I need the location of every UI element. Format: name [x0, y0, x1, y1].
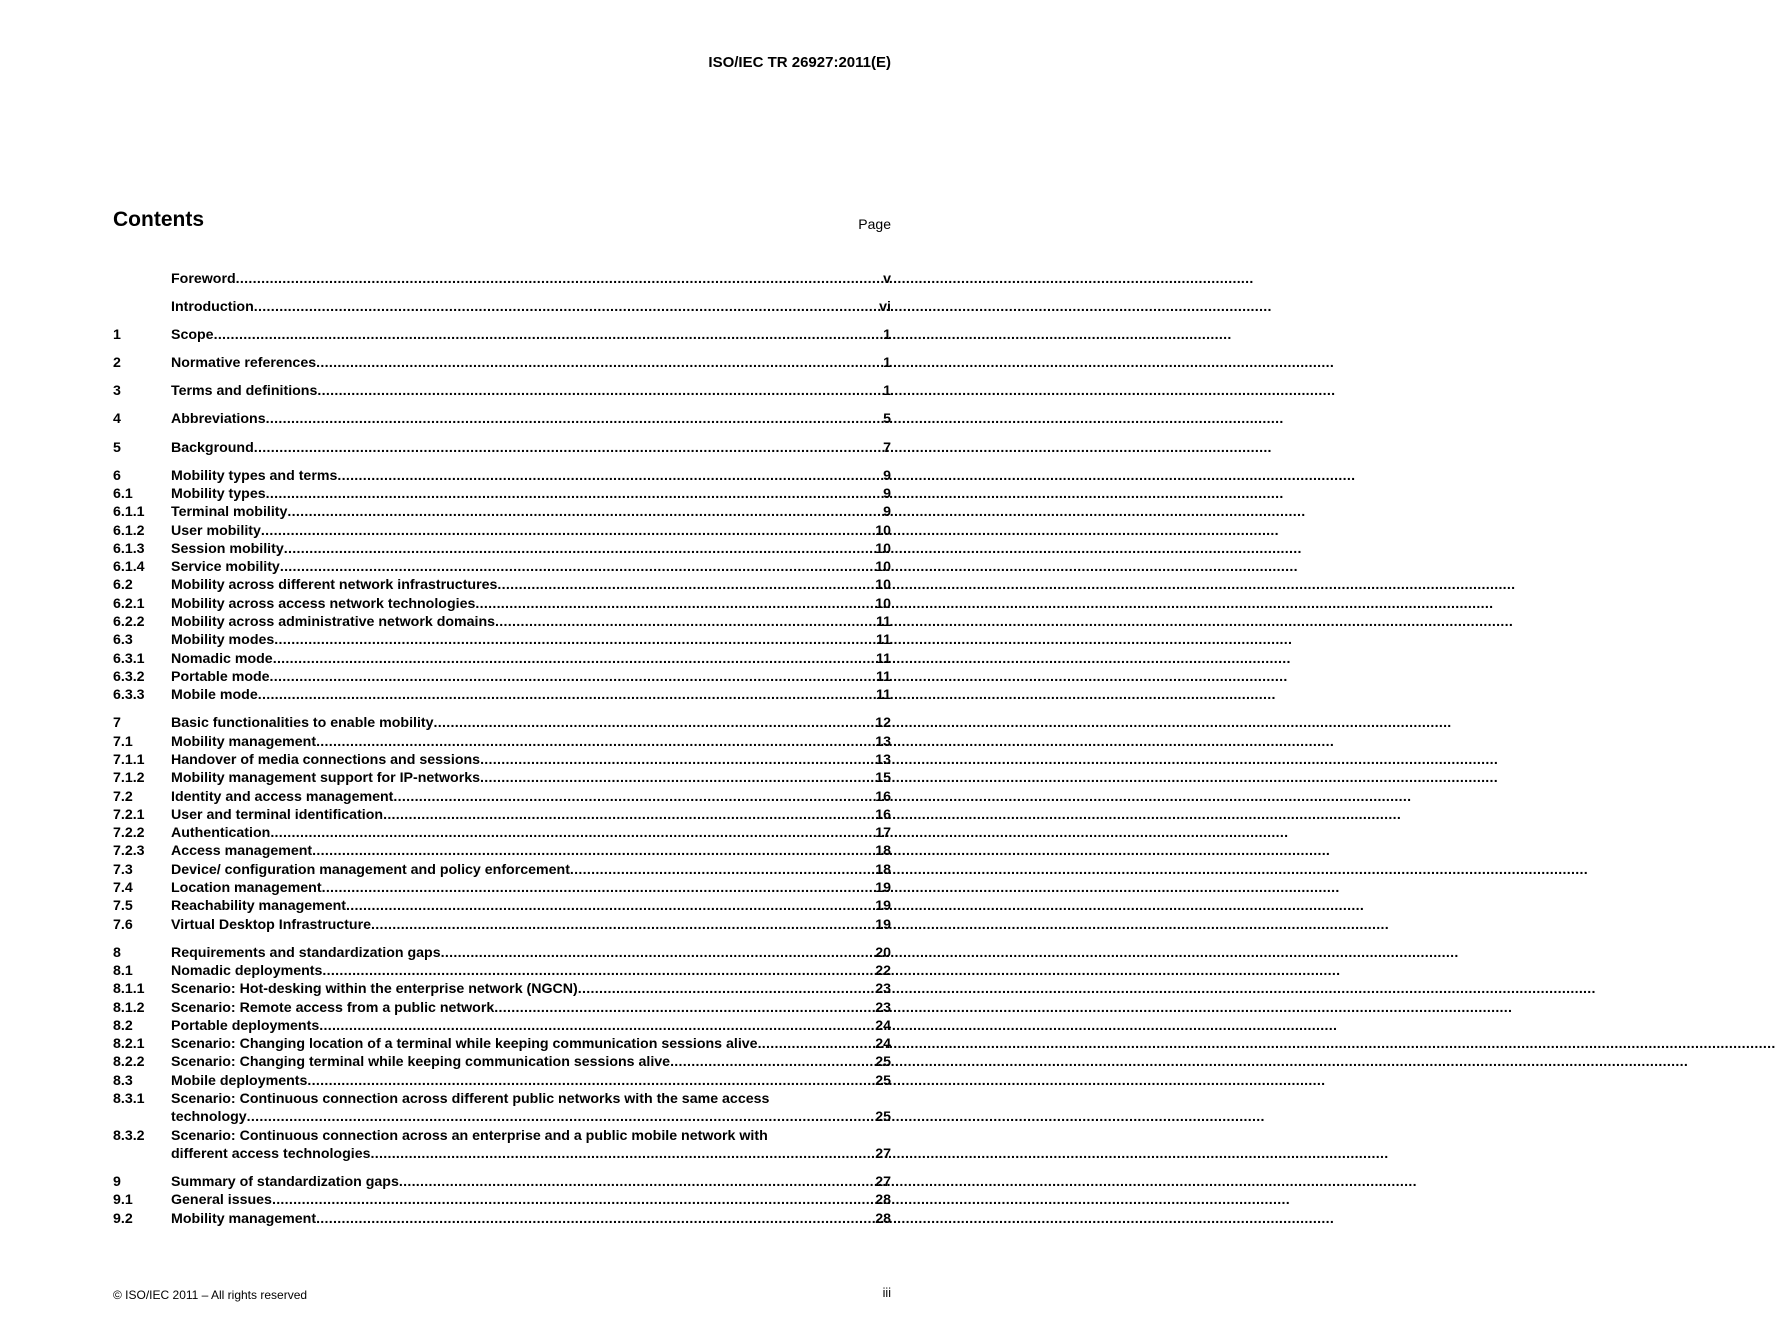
toc-leader-dots [383, 806, 875, 824]
toc-entry-title: User and terminal identification [171, 806, 384, 823]
toc-entry-page: 10 [875, 559, 891, 576]
toc-group [113, 714, 891, 934]
toc-entry-page: 19 [875, 916, 891, 933]
toc-entry-title: Location management [171, 879, 322, 896]
toc-entry[interactable] [113, 298, 891, 316]
toc-entry-title: Nomadic deployments [171, 962, 323, 979]
toc-entry[interactable] [113, 824, 891, 842]
toc-entry[interactable] [113, 1090, 891, 1127]
toc-entry[interactable] [113, 1191, 891, 1209]
toc-entry-title: Device/ configuration management and policy enforcement [171, 861, 570, 878]
toc-entry-number: 8.1.2 [113, 999, 145, 1016]
toc-leader-dots [322, 962, 875, 980]
toc-group [113, 467, 891, 705]
toc-entry-title: Reachability management [171, 898, 347, 915]
toc-leader-dots [316, 1210, 875, 1228]
toc-entry[interactable] [113, 1072, 891, 1090]
toc-entry-page: 24 [875, 1036, 891, 1053]
toc-entry[interactable] [113, 769, 891, 787]
toc-entry-title: Mobility across different network infrastructures [171, 577, 498, 594]
toc-entry-page: 19 [875, 898, 891, 915]
toc-entry[interactable] [113, 879, 891, 897]
toc-entry-number: 6.1.3 [113, 540, 145, 557]
toc-entry-page: 9 [883, 504, 891, 521]
toc-entry-number: 6.2.1 [113, 595, 145, 612]
toc-leader-dots [258, 686, 876, 704]
toc-entry-page: 18 [875, 861, 891, 878]
toc-group [113, 298, 891, 316]
toc-entry-page: 9 [883, 485, 891, 502]
toc-entry-number: 6.3.2 [113, 668, 145, 685]
toc-entry-title: Mobility across administrative network domains [171, 614, 496, 631]
toc-entry[interactable] [113, 485, 891, 503]
toc-entry-number: 3 [113, 383, 121, 400]
toc-entry-page: 10 [875, 540, 891, 557]
toc-group [113, 944, 891, 1164]
toc-entry-title: Mobility types and terms [171, 467, 338, 484]
page-number: iii [882, 1286, 891, 1300]
toc-entry[interactable] [113, 595, 891, 613]
toc-leader-dots [274, 631, 876, 649]
toc-entry-title: Terms and definitions [171, 383, 318, 400]
toc-entry-number: 7.6 [113, 916, 133, 933]
toc-leader-dots [317, 382, 883, 400]
toc-entry[interactable] [113, 540, 891, 558]
toc-entry[interactable] [113, 999, 891, 1017]
toc-entry-number: 4 [113, 411, 121, 428]
toc-entry-number: 8.2.1 [113, 1036, 145, 1053]
toc-entry-page: 10 [875, 522, 891, 539]
toc-entry-page: v [883, 271, 891, 287]
toc-entry-number: 6.3.1 [113, 650, 145, 667]
toc-entry[interactable] [113, 733, 891, 751]
toc-entry-title: Mobile deployments [171, 1072, 308, 1089]
toc-entry-page: 17 [875, 825, 891, 842]
toc-entry-title: Background [171, 439, 254, 456]
toc-entry-number: 8.1.1 [113, 981, 145, 998]
toc-entry-title: Mobility types [171, 485, 266, 502]
toc-entry-page: 12 [875, 715, 891, 732]
toc-entry-page: 15 [875, 770, 891, 787]
toc-entry[interactable] [113, 1210, 891, 1228]
toc-entry-number: 5 [113, 439, 121, 456]
toc-entry-page: 24 [875, 1017, 891, 1034]
toc-entry-page: 1 [883, 355, 891, 372]
toc-entry-number: 8.3.2 [113, 1127, 145, 1144]
toc-entry-title: Nomadic mode [171, 650, 273, 667]
toc-entry-number: 7.3 [113, 861, 133, 878]
toc-leader-dots [270, 824, 875, 842]
toc-entry-page: 1 [883, 327, 891, 344]
toc-leader-dots [371, 916, 875, 934]
toc-entry-page: 9 [883, 467, 891, 484]
toc-entry[interactable] [113, 1035, 891, 1053]
toc-entry[interactable] [113, 751, 891, 769]
toc-leader-dots [670, 1053, 875, 1071]
toc-entry-number: 7.2 [113, 788, 133, 805]
toc-entry[interactable] [113, 1127, 891, 1164]
toc-entry[interactable] [113, 613, 891, 631]
toc-entry[interactable] [113, 576, 891, 594]
toc-entry-title: Mobility management [171, 1210, 317, 1227]
toc-entry-number: 7.2.2 [113, 825, 145, 842]
toc-entry-number: 2 [113, 355, 121, 372]
toc-leader-dots [758, 1035, 876, 1053]
toc-entry[interactable] [113, 382, 891, 400]
toc-entry[interactable] [113, 962, 891, 980]
toc-leader-dots [214, 326, 884, 344]
page-column-label: Page [858, 216, 891, 232]
toc-entry-page: 5 [883, 411, 891, 428]
toc-leader-dots [312, 842, 875, 860]
toc-entry-title: Identity and access management [171, 788, 394, 805]
toc-entry-title: Authentication [171, 825, 271, 842]
toc-entry-number: 6 [113, 467, 121, 484]
toc-entry-page: 10 [875, 595, 891, 612]
toc-entry-title: Scenario: Continuous connection across an enterprise and a public mobile network with [171, 1127, 768, 1144]
toc-entry[interactable] [113, 1173, 891, 1191]
toc-entry-page: 11 [876, 668, 891, 685]
toc-entry-title: Mobile mode [171, 687, 258, 704]
toc-entry-number: 8.3 [113, 1072, 133, 1089]
toc-entry-title-continued: technology [171, 1109, 247, 1126]
toc-leader-dots [480, 769, 875, 787]
toc-leader-dots [316, 733, 875, 751]
toc-entry-page: 23 [875, 981, 891, 998]
toc-leader-dots [480, 751, 875, 769]
toc-entry[interactable] [113, 980, 891, 998]
toc-entry-title: Handover of media connections and sessions [171, 751, 481, 768]
toc-entry-title: Scenario: Continuous connection across different public networks with the same access [171, 1091, 770, 1108]
toc-entry-page: 1 [883, 383, 891, 400]
toc-entry-title: Requirements and standardization gaps [171, 944, 441, 961]
toc-group [113, 382, 891, 400]
toc-leader-dots [434, 714, 876, 732]
toc-entry-title: Service mobility [171, 559, 280, 576]
toc-entry-number: 7.1.1 [113, 751, 145, 768]
toc-entry-number: 1 [113, 327, 121, 344]
toc-entry-page: 20 [875, 944, 891, 961]
toc-entry-page: 13 [875, 751, 891, 768]
toc-entry-title: Introduction [171, 299, 254, 316]
toc-group [113, 354, 891, 372]
toc-entry-title: Scenario: Changing terminal while keeping communication sessions alive [171, 1054, 671, 1071]
toc-leader-dots [393, 788, 875, 806]
toc-leader-dots [399, 1173, 875, 1191]
toc-entry-title: Basic functionalities to enable mobility [171, 715, 434, 732]
toc-entry-title: General issues [171, 1192, 272, 1209]
toc-entry-number: 7.1 [113, 733, 133, 750]
toc-leader-dots [270, 668, 876, 686]
toc-group [113, 270, 891, 288]
toc-entry-title: Summary of standardization gaps [171, 1174, 399, 1191]
toc-leader-dots [284, 540, 875, 558]
toc-entry-number: 7.4 [113, 879, 133, 896]
toc-entry-number: 6.1 [113, 485, 133, 502]
toc-leader-dots [370, 1145, 875, 1163]
toc-entry-page: 10 [875, 577, 891, 594]
toc-leader-dots [316, 354, 883, 372]
toc-entry-page: 22 [875, 962, 891, 979]
toc-entry[interactable] [113, 897, 891, 915]
toc-entry-title: Scenario: Changing location of a terminal while keeping communication sessions alive [171, 1036, 758, 1053]
toc-entry-number: 7.5 [113, 898, 133, 915]
toc-entry-title: Mobility across access network technologies [171, 595, 476, 612]
toc-entry-title: Virtual Desktop Infrastructure [171, 916, 371, 933]
toc-entry-title: Foreword [171, 271, 236, 287]
toc-entry[interactable] [113, 916, 891, 934]
toc-leader-dots [570, 861, 875, 879]
toc-entry[interactable] [113, 842, 891, 860]
toc-group [113, 1173, 891, 1228]
toc-entry-number: 6.3 [113, 632, 133, 649]
toc-leader-dots [578, 980, 875, 998]
toc-leader-dots [494, 999, 875, 1017]
toc-entry[interactable] [113, 558, 891, 576]
toc-entry-title: Mobility management [171, 733, 317, 750]
toc-entry-page: 18 [875, 843, 891, 860]
toc-entry-title: User mobility [171, 522, 261, 539]
toc-entry[interactable] [113, 270, 891, 288]
toc-leader-dots [346, 897, 875, 915]
toc-entry[interactable] [113, 1053, 891, 1071]
toc-group [113, 410, 891, 428]
toc-entry-number: 6.2 [113, 577, 133, 594]
toc-leader-dots [254, 298, 879, 316]
toc-entry[interactable] [113, 522, 891, 540]
toc-entry-title: Normative references [171, 355, 317, 372]
toc-entry[interactable] [113, 668, 891, 686]
toc-entry[interactable] [113, 503, 891, 521]
toc-entry-page: 11 [876, 687, 891, 704]
toc-leader-dots [247, 1108, 876, 1126]
toc-entry-number: 8 [113, 944, 121, 961]
copyright-footer: © ISO/IEC 2011 – All rights reserved [113, 1288, 308, 1302]
toc-entry-number: 6.3.3 [113, 687, 145, 704]
toc-entry-page: 25 [875, 1072, 891, 1089]
toc-entry[interactable] [113, 944, 891, 962]
toc-entry-page: 16 [875, 788, 891, 805]
table-of-contents [113, 270, 891, 1238]
toc-leader-dots [441, 944, 876, 962]
toc-entry-title: Session mobility [171, 540, 284, 557]
toc-leader-dots [307, 1072, 875, 1090]
toc-entry-title: Scope [171, 327, 214, 344]
toc-entry-title-continued: different access technologies [171, 1145, 371, 1162]
toc-entry[interactable] [113, 631, 891, 649]
toc-entry-page: 7 [883, 439, 891, 456]
toc-entry[interactable] [113, 467, 891, 485]
toc-entry-page: 23 [875, 999, 891, 1016]
toc-entry-number: 6.1.2 [113, 522, 145, 539]
toc-entry-page: 11 [876, 632, 891, 649]
toc-entry[interactable] [113, 354, 891, 372]
toc-entry-title: Abbreviations [171, 411, 266, 428]
document-id: ISO/IEC TR 26927:2011(E) [708, 54, 891, 71]
toc-group [113, 326, 891, 344]
toc-entry-title: Portable mode [171, 668, 270, 685]
toc-leader-dots [337, 467, 883, 485]
toc-entry-number: 7.2.3 [113, 843, 145, 860]
toc-leader-dots [273, 650, 876, 668]
toc-entry-page: 27 [875, 1174, 891, 1191]
toc-entry-number: 6.1.4 [113, 559, 145, 576]
toc-entry-number: 8.2 [113, 1017, 133, 1034]
toc-entry-number: 6.2.2 [113, 614, 145, 631]
toc-entry-number: 6.1.1 [113, 504, 145, 521]
toc-leader-dots [272, 1191, 875, 1209]
toc-leader-dots [497, 576, 875, 594]
toc-entry-page: 11 [876, 650, 891, 667]
toc-entry-page: 13 [875, 733, 891, 750]
toc-entry-page: 28 [875, 1192, 891, 1209]
toc-entry[interactable] [113, 686, 891, 704]
toc-leader-dots [266, 485, 884, 503]
toc-entry-title: Scenario: Remote access from a public network [171, 999, 495, 1016]
toc-entry-title: Mobility management support for IP-networks [171, 770, 481, 787]
toc-entry-number: 9.2 [113, 1210, 133, 1227]
toc-entry-number: 7 [113, 715, 121, 732]
toc-entry-page: vi [879, 299, 891, 316]
toc-entry[interactable] [113, 714, 891, 732]
toc-leader-dots [287, 503, 883, 521]
contents-heading: Contents [113, 208, 204, 231]
toc-entry[interactable] [113, 1017, 891, 1035]
toc-leader-dots [261, 522, 875, 540]
toc-entry[interactable] [113, 650, 891, 668]
toc-leader-dots [266, 410, 884, 428]
toc-leader-dots [319, 1017, 875, 1035]
toc-entry-page: 25 [875, 1109, 891, 1126]
toc-entry-page: 25 [875, 1054, 891, 1071]
toc-entry-number: 8.2.2 [113, 1054, 145, 1071]
toc-entry-title: Portable deployments [171, 1017, 320, 1034]
toc-entry-number: 9 [113, 1174, 121, 1191]
toc-entry[interactable] [113, 861, 891, 879]
toc-group [113, 439, 891, 457]
toc-leader-dots [254, 439, 883, 457]
toc-entry[interactable] [113, 326, 891, 344]
toc-entry[interactable] [113, 410, 891, 428]
toc-leader-dots [280, 558, 875, 576]
toc-entry-number: 8.3.1 [113, 1091, 145, 1108]
toc-entry-page: 11 [876, 614, 891, 631]
toc-leader-dots [322, 879, 876, 897]
toc-entry[interactable] [113, 806, 891, 824]
toc-entry-number: 7.2.1 [113, 806, 145, 823]
toc-entry-number: 9.1 [113, 1192, 133, 1209]
toc-entry-number: 8.1 [113, 962, 133, 979]
toc-entry-page: 28 [875, 1210, 891, 1227]
toc-entry-page: 16 [875, 806, 891, 823]
toc-leader-dots [495, 613, 876, 631]
toc-entry-title: Terminal mobility [171, 504, 288, 521]
toc-entry-title: Mobility modes [171, 632, 275, 649]
toc-entry-title: Access management [171, 843, 313, 860]
toc-entry[interactable] [113, 439, 891, 457]
toc-entry-number: 7.1.2 [113, 770, 145, 787]
toc-entry-page: 27 [875, 1145, 891, 1162]
toc-entry-title: Scenario: Hot-desking within the enterprise network (NGCN) [171, 981, 578, 998]
toc-leader-dots [475, 595, 875, 613]
toc-entry-page: 19 [875, 879, 891, 896]
toc-entry[interactable] [113, 788, 891, 806]
toc-leader-dots [236, 270, 883, 288]
